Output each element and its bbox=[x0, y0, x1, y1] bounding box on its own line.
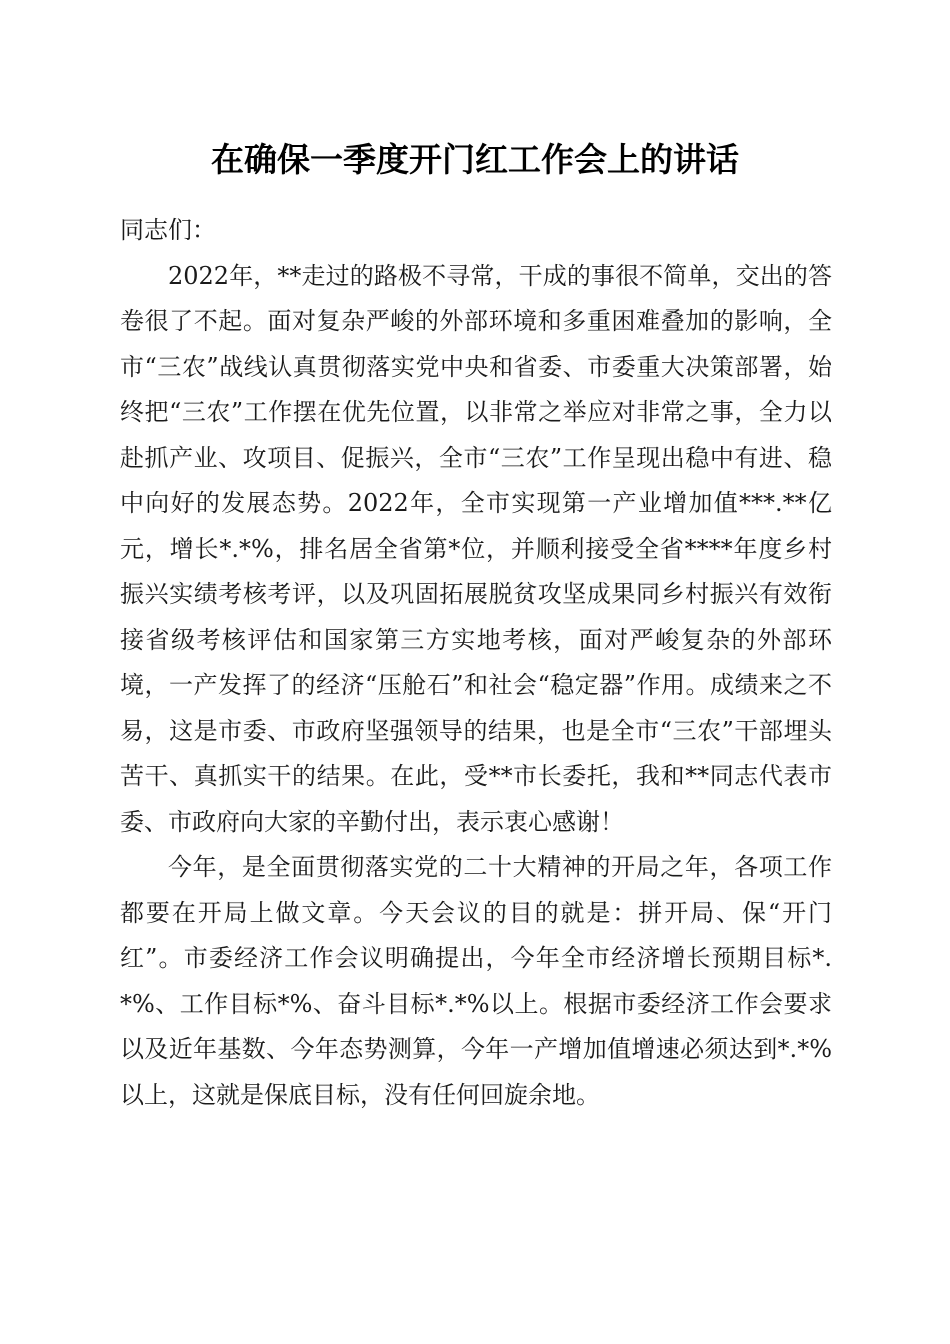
document-title: 在确保一季度开门红工作会上的讲话 bbox=[211, 140, 739, 179]
paragraph-1: 2022年，**走过的路极不寻常，干成的事很不简单，交出的答卷很了不起。面对复杂严峻的外部环境和多重困难叠加的影响，全市“三农”战线认真贯彻落实党中央和省委、市委重大决策部署，始终把“三农”工作摆在优先位置，以非常之举应对非常之事，全力以赴抓产业、攻项目、促振兴，全市“三农”工作呈现出稳中有进、稳中向好的发展态势。2022年，全市实现第一产业增加值***.**亿元，增长*.*%，排名居全省第*位，并顺利接受全省****年度乡村振兴实绩考核考评，以及巩固拓展脱贫攻坚成果同乡村振兴有效衔接省级考核评估和国家第三方实地考核，面对严峻复杂的外部环境，一产发挥了的经济“压舱石”和社会“稳定器”作用。成绩来之不易，这是市委、市政府坚强领导的结果，也是全市“三农”干部埋头苦干、真抓实干的结果。在此，受**市长委托，我和**同志代表市委、市政府向大家的辛勤付出，表示衷心感谢！ bbox=[120, 261, 832, 836]
document-body bbox=[120, 208, 832, 1118]
paragraph-2: 今年，是全面贯彻落实党的二十大精神的开局之年，各项工作都要在开局上做文章。今天会议的目的就是：拼开局、保“开门红”。市委经济工作会议明确提出，今年全市经济增长预期目标*.*%、工作目标*%、奋斗目标*.*%以上。根据市委经济工作会要求以及近年基数、今年态势测算，今年一产增加值增速必须达到*.*%以上，这就是保底目标，没有任何回旋余地。 bbox=[120, 853, 832, 1109]
salutation: 同志们： bbox=[120, 216, 216, 244]
